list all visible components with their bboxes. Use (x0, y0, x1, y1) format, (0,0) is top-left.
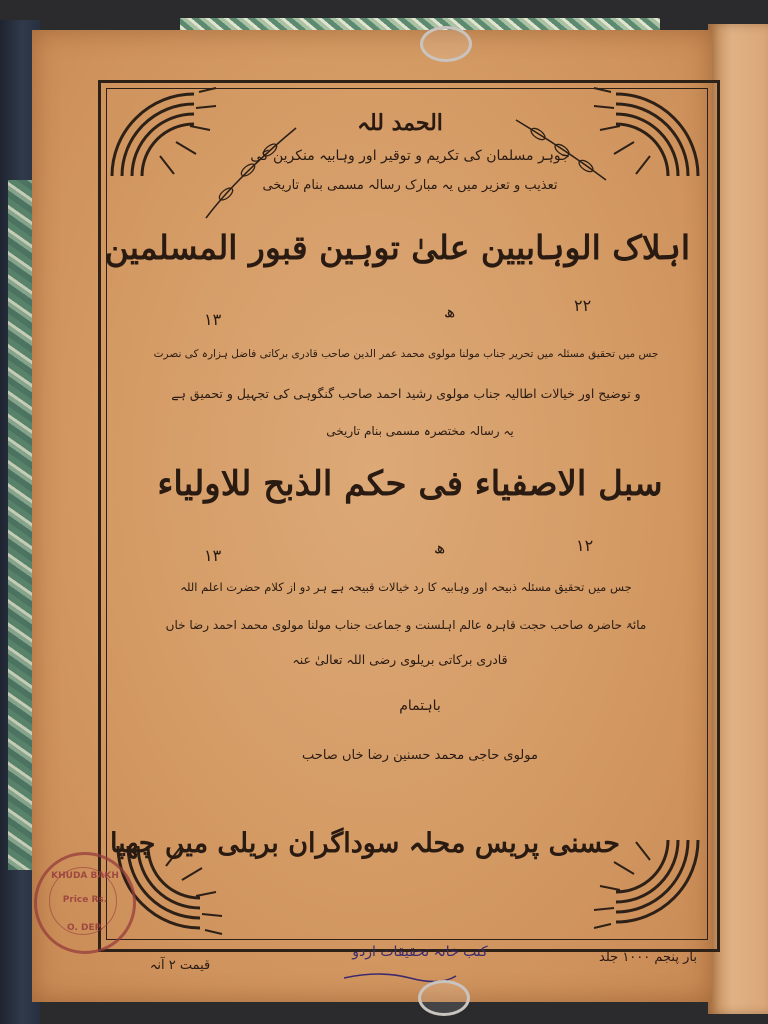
description-line-2: و توضیح اور خیالات اطالیہ جناب مولوی رشید احمد صاحب گنگوہی کی تجہیل و تحمیق ہے (171, 386, 641, 401)
marbled-endpaper (8, 180, 34, 870)
binding-clip-bottom (418, 980, 470, 1016)
press-name: حسنی پریس محلہ سوداگران بریلی میں چھپا (109, 828, 620, 859)
manager-name: مولوی حاجی محمد حسنین رضا خاں صاحب (302, 748, 538, 763)
binding-clip-top (420, 26, 472, 62)
year-digits-2a: ۱۲ (576, 536, 594, 555)
description-line-4: مائۃ حاضرہ صاحب حجت قاہرہ عالم اہلسنت و جماعت جناب مولنا مولوی محمد احمد رضا خاں (165, 618, 647, 632)
intro-line-2: تعذیب و تعزیر میں یہ مبارک رسالہ مسمی بنام تاریخی (262, 178, 558, 193)
year-digits-1a: ۲۲ (574, 296, 592, 315)
hijri-mark-1: ھ (444, 302, 456, 321)
management-label: باہتمام (399, 698, 441, 714)
handwritten-inscription: کتب خانہ تحقیقات اردو (352, 944, 488, 960)
intro-line-3: یہ رسالہ مختصرہ مسمی بنام تاریخی (326, 424, 514, 438)
price: قیمت ۲ آنہ (149, 958, 211, 973)
intro-line-1: جوہر مسلمان کی تکریم و توقیر اور وہابیہ منکرین کی (250, 148, 570, 164)
main-title: اہلاک الوہابیین علیٰ توہین قبور المسلمین (104, 228, 690, 267)
hijri-mark-2: ھ (434, 538, 446, 557)
edition-info: بار پنجم ۱۰۰۰ جلد (599, 950, 697, 965)
description-line-5: قادری برکاتی بریلوی رضی اللہ تعالیٰ عنہ (292, 652, 508, 667)
library-stamp: KHUDA BAKH Price Rs. O. DEP. (34, 852, 136, 954)
description-line-1: جس میں تحقیق مسئلہ میں تحریر جناب مولنا مولوی محمد عمر الدین صاحب قادری برکاتی فاضل ہزارہ کی نصرت (153, 348, 659, 360)
year-digits-2c: ۱۳ (204, 546, 222, 565)
year-digits-1c: ۱۳ (204, 310, 222, 329)
doxology: الحمد للہ (357, 110, 443, 136)
description-line-3: جس میں تحقیق مسئلہ ذبیحہ اور وہابیہ کا رد خیالات قبیحہ ہے ہر دو از کلام حضرت اعلم اللہ (180, 580, 632, 594)
floral-vine-left (196, 118, 306, 228)
second-title: سبل الاصفیاء فی حکم الذبح للاولیاء (157, 464, 663, 504)
